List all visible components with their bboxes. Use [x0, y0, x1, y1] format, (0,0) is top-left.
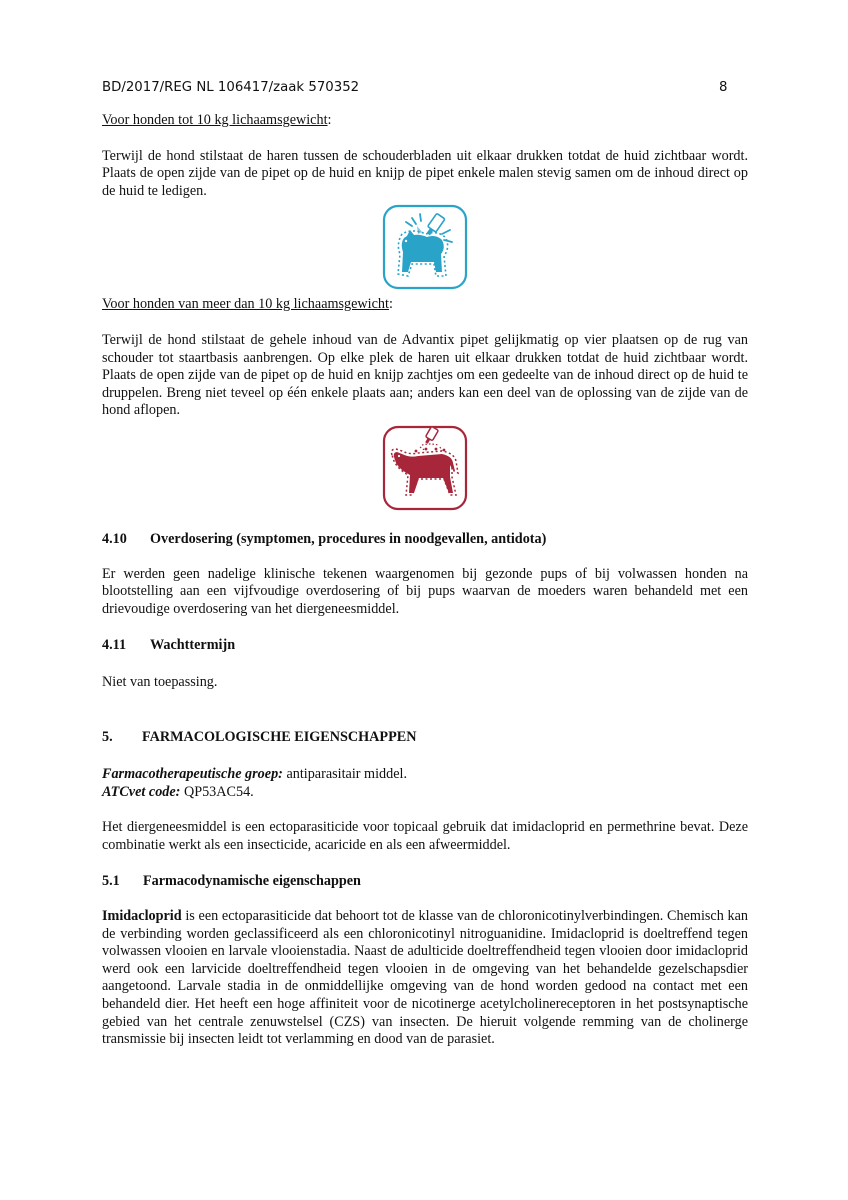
section-5-1-number: 5.1: [102, 873, 120, 890]
page-content: [102, 112, 748, 1049]
dosage-small-text: Terwijl de hond stilstaat de haren tussen de schouderbladen uit elkaar drukken totdat de huid zichtbaar wordt. Plaats de open zijde van de pipet op de huid en knijp de pipet enkele malen stevig samen om de inhoud direct op de huid te ledigen.: [102, 147, 748, 199]
section-4-10-title: Overdosering (symptomen, procedures in noodgevallen, antidota): [150, 530, 547, 547]
large-dog-pipette-icon: [382, 425, 468, 511]
section-5-1-body: is een ectoparasiticide dat behoort tot de klasse van de chloronicotinylverbindingen. Chemisch kan de verbinding worden geclassificeerd als een chloronicotinyl nitroguanidine. Imidacloprid is doeltreffend tegen volwassen vlooien en larvale vlooienstadia. Naast de adulticide doeltreffendheid tegen vlooien door imidacloprid werd ook een larvicide doeltreffendheid tegen vlooien in de omgeving van het behandelde gezelschapsdier aangetoond. Larvale stadia in de onmiddellijke omgeving van de hond worden gedood na contact met een behandeld dier. Het heeft een hoge affiniteit voor de nicotinerge acetylcholinereceptoren in het postsynaptische gebied van het centrale zenuwstelsel (CZS) van insecten. De hieruit volgende remming van de cholinerge transmissie bij insecten leidt tot verlamming en dood van de parasiet.: [102, 908, 748, 1048]
document-reference: BD/2017/REG NL 106417/zaak 570352: [102, 80, 360, 95]
dosage-small-heading-colon: :: [327, 112, 332, 128]
large-dog-pictogram: [102, 425, 748, 511]
dosage-small-heading-text: Voor honden tot 10 kg lichaamsgewicht: [102, 112, 328, 128]
section-4-10-text: Er werden geen nadelige klinische tekenen waargenomen bij gezonde pups of bij volwassen honden na blootstelling aan een vijfvoudige overdosering of bij pups waarvan de moeders waren behandeld met een drievoudige overdosering van het diergeneesmiddel.: [102, 565, 748, 617]
section-5-heading: [102, 729, 748, 747]
section-5-1-text: [102, 908, 748, 1049]
small-dog-pictogram: [102, 204, 748, 290]
small-dog-pipette-icon: [382, 204, 468, 290]
page-number: 8: [719, 80, 728, 95]
dosage-small-heading: [102, 112, 748, 130]
section-5-title: FARMACOLOGISCHE EIGENSCHAPPEN: [142, 728, 417, 745]
section-5-number: 5.: [102, 728, 113, 745]
atc-label: ATCvet code:: [102, 783, 181, 800]
dosage-large-heading-text: Voor honden van meer dan 10 kg lichaamsgewicht: [102, 296, 389, 313]
section-5-1-heading: [102, 873, 748, 891]
imidacloprid-lead: Imidacloprid: [102, 908, 182, 925]
pharmacotherapeutic-group: [102, 766, 748, 784]
section-4-11-text: Niet van toepassing.: [102, 673, 218, 690]
atc-value: QP53AC54.: [180, 783, 254, 800]
dosage-large-heading: [102, 296, 748, 314]
atcvet-code: [102, 784, 748, 802]
section-4-11-heading: [102, 637, 748, 655]
dosage-large-text: Terwijl de hond stilstaat de gehele inhoud van de Advantix pipet gelijkmatig op vier plaatsen op de rug van schouder tot staartbasis aanbrengen. Op elke plek de haren uit elkaar drukken totdat de huid zichtbaar wordt. Plaats de open zijde van de pipet op de huid en knijp zachtjes om een gedeelte van de inhoud direct op de huid te druppelen. Breng niet teveel op één enkele plaats aan; anders kan een deel van de oplossing van de zijde van de hond aflopen.: [102, 331, 748, 419]
section-5-text: Het diergeneesmiddel is een ectoparasiticide voor topicaal gebruik dat imidacloprid en permethrine bevat. Deze combinatie werkt als een insecticide, acaricide en als een afweermiddel.: [102, 819, 748, 853]
section-4-10-number: 4.10: [102, 530, 127, 547]
dosage-large-heading-colon: :: [388, 296, 393, 313]
section-5-1-title: Farmacodynamische eigenschappen: [143, 873, 361, 890]
section-4-11-number: 4.11: [102, 637, 127, 654]
group-value: antiparasitair middel.: [282, 766, 407, 783]
section-4-10-heading: [102, 531, 748, 549]
group-label: Farmacotherapeutische groep:: [102, 766, 283, 783]
section-4-11-title: Wachttermijn: [150, 637, 236, 654]
